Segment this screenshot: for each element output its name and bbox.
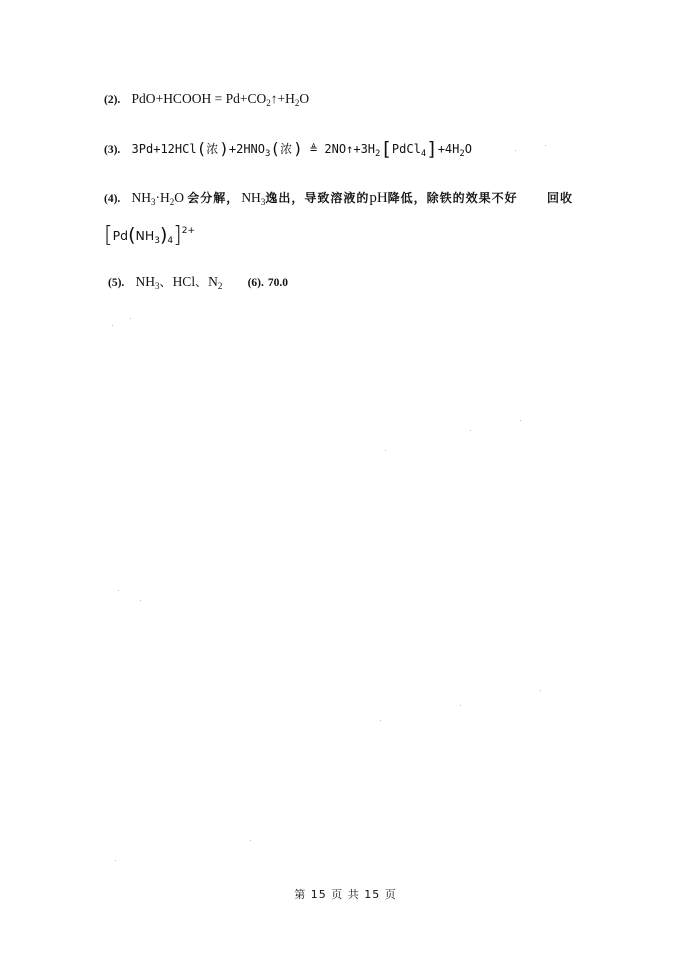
q3-number: (3).: [104, 144, 121, 156]
q5-answer: $NH_3$、HCl、$N_2$: [135, 274, 223, 291]
q6-number: (6).: [247, 277, 264, 289]
answer-q3: [104, 140, 472, 159]
page-footer: 第 15 页 共 15 页: [294, 888, 397, 901]
answer-q5-q6: [108, 273, 296, 292]
q3-equation: 3Pd+12HCl(浓)$+2HNO_3$(浓) ≜ $2NO↑+3H_2[PdCl_4]+4H_2O$: [131, 138, 473, 160]
q2-number: (2).: [104, 94, 121, 106]
q4-recover-label: 回收: [546, 191, 573, 205]
q5-number: (5).: [108, 277, 125, 289]
answer-q2: [104, 90, 309, 109]
q4-complex-ion: $[Pd(NH_3)_4]^{2+}$: [104, 223, 196, 248]
answer-q4: (4). $NH_3\cdot H_2O$ 会分解， $NH_3$逸出，导致溶液的pH降低，除铁的效果不好 回收: [104, 190, 573, 207]
q6-answer: 70.0: [267, 277, 289, 289]
q2-equation: PdO+HCOOH = $Pd+CO_2↑+H_2O$: [131, 91, 310, 108]
q4-number: (4).: [104, 193, 121, 205]
